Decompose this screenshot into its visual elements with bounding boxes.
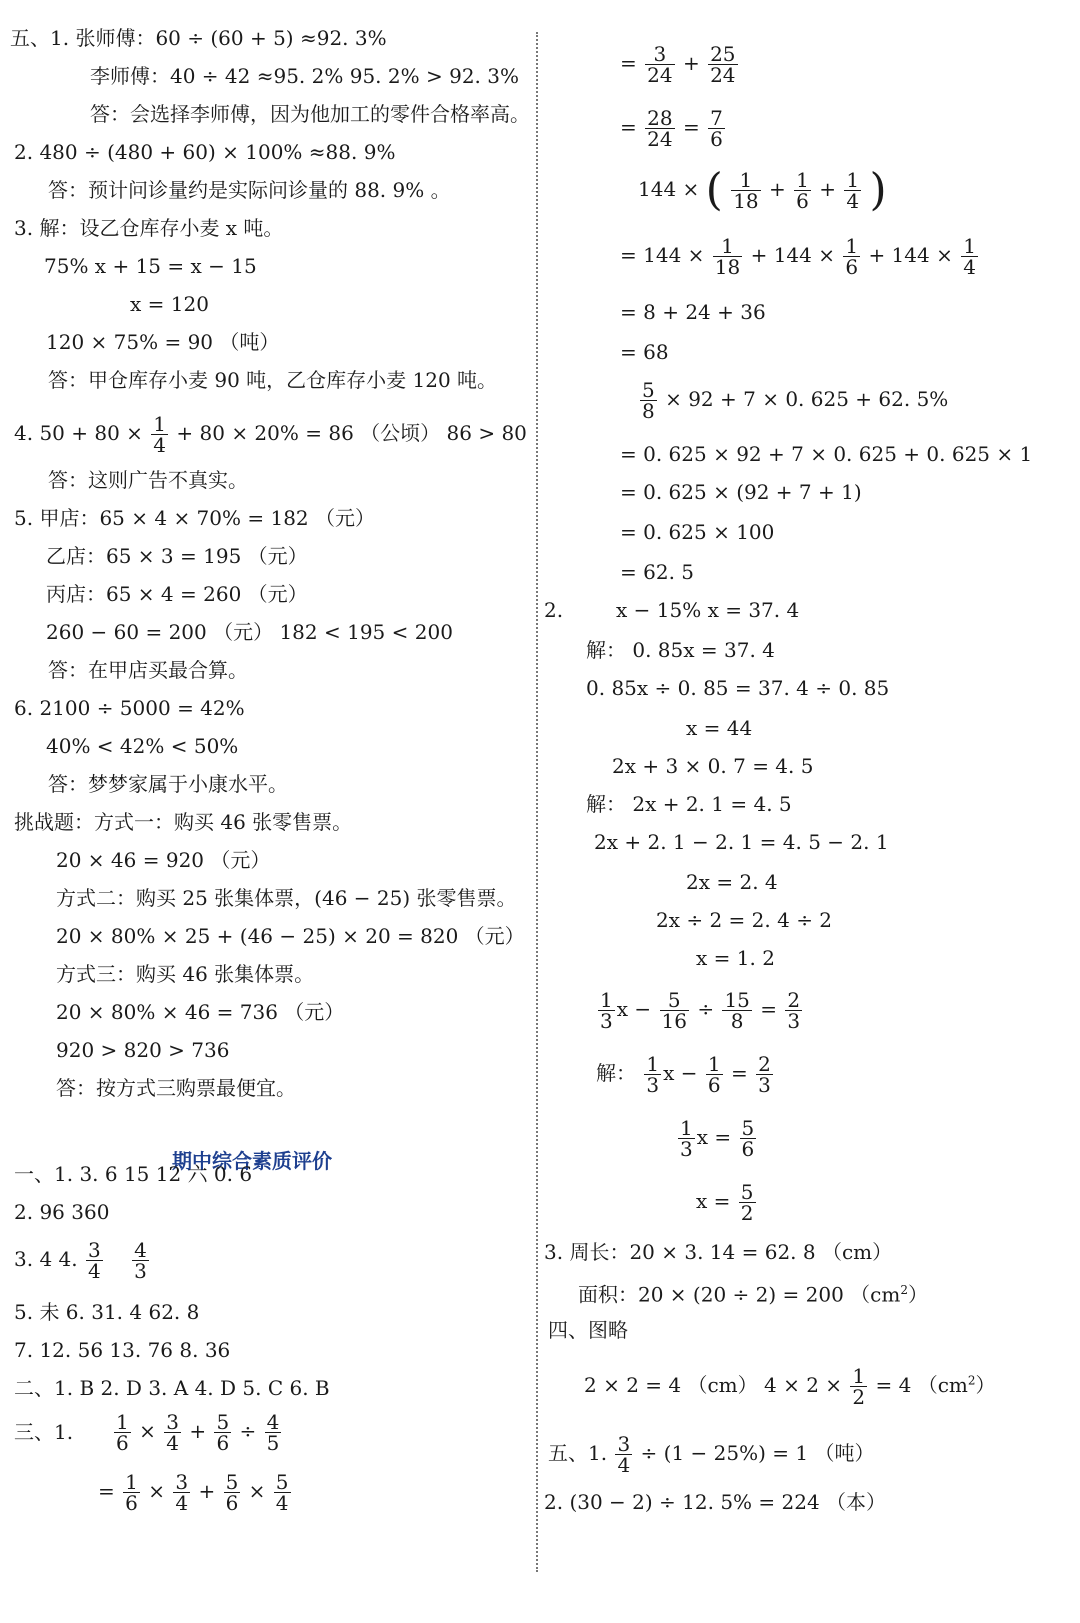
r-step-1: = $\frac{3}{24}$ + $\frac{25}{24}$ xyxy=(620,42,736,87)
fraction: $\frac{1}{3}$ xyxy=(680,1116,693,1161)
fraction: $\frac{5}{6}$ xyxy=(225,1470,239,1515)
fraction: $\frac{5}{4}$ xyxy=(275,1470,289,1515)
q2-answer: 答：预计问诊量约是实际问诊量的 88. 9% 。 xyxy=(48,178,451,202)
r-q2c-eq: $\frac{1}{3}$ x − $\frac{5}{16}$ ÷ $\frac{15}{8}$ = $\frac{2}{3}$ xyxy=(600,988,801,1033)
fraction: $\frac{1}{3}$ xyxy=(600,988,613,1033)
challenge-line-7: 920 > 820 > 736 xyxy=(56,1038,230,1062)
r-q2b-step2: 2x + 2. 1 − 2. 1 = 4. 5 − 2. 1 xyxy=(594,830,889,854)
fraction: $\frac{1}{6}$ xyxy=(845,234,859,279)
q4-line: 4. 50 + 80 × $\frac{1}{4}$ + 80 × 20% = 86 （公顷） 86 > 80 xyxy=(14,412,527,457)
r-q2-label: 2. xyxy=(544,598,564,622)
mid-3: 3. 4 4. $\frac{3}{4}$ $\frac{4}{3}$ xyxy=(14,1238,147,1283)
fraction: $\frac{2}{3}$ xyxy=(787,988,801,1033)
r-expr-144: 144 × ( $\frac{1}{18}$ + $\frac{1}{6}$ + $\frac{1}{4}$ ) xyxy=(638,164,887,216)
fraction: $\frac{3}{24}$ xyxy=(647,42,673,87)
q3-solution: x = 120 xyxy=(130,292,209,316)
fraction: $\frac{5}{6}$ xyxy=(216,1410,230,1455)
fraction: $\frac{3}{4}$ xyxy=(617,1432,631,1477)
r-q4-calc: 2 × 2 = 4 （cm） 4 × 2 × $\frac{1}{2}$ = 4 $(cm^2)$ xyxy=(584,1364,996,1409)
section-title: 期中综合素质评价 xyxy=(172,1149,332,1173)
q3-line: 3. 解：设乙仓库存小麦 x 吨。 xyxy=(14,216,284,240)
challenge-line-3: 方式二：购买 25 张集体票，(46 − 25) 张零售票。 xyxy=(56,886,517,910)
q3-calc: 120 × 75% = 90 （吨） xyxy=(46,330,280,354)
r-step-68: = 68 xyxy=(620,340,669,364)
fraction: $\frac{3}{4}$ xyxy=(87,1238,101,1283)
r-step-0625-2: = 0. 625 × (92 + 7 + 1) xyxy=(620,480,862,504)
fraction: $\frac{4}{5}$ xyxy=(266,1410,280,1455)
fraction: $\frac{1}{4}$ xyxy=(153,412,167,457)
q3-answer: 答：甲仓库存小麦 90 吨，乙仓库存小麦 120 吨。 xyxy=(48,368,498,392)
r-step-sum: = 8 + 24 + 36 xyxy=(620,300,766,324)
r-q3-perimeter: 3. 周长：20 × 3. 14 = 62. 8 （cm） xyxy=(544,1240,893,1264)
fraction: $\frac{1}{4}$ xyxy=(846,168,860,213)
challenge-line-2: 20 × 46 = 920 （元） xyxy=(56,848,271,872)
fraction: $\frac{15}{8}$ xyxy=(724,988,750,1033)
r-q2c-step1: 解： $\frac{1}{3}$ x − $\frac{1}{6}$ = $\frac{2}{3}$ xyxy=(596,1052,771,1097)
q5-line: 5. 甲店：65 × 4 × 70% = 182 （元） xyxy=(14,506,376,530)
r-q4-label: 四、图略 xyxy=(548,1318,628,1342)
r-step-0625-3: = 0. 625 × 100 xyxy=(620,520,775,544)
r-step-0625-4: = 62. 5 xyxy=(620,560,695,584)
mid-7: 7. 12. 56 13. 76 8. 36 xyxy=(14,1338,231,1362)
fraction: $\frac{3}{4}$ xyxy=(166,1410,179,1455)
mid-5: 5. 未 6. 31. 4 62. 8 xyxy=(14,1300,200,1324)
r-step-2: = $\frac{28}{24}$ = $\frac{7}{6}$ xyxy=(620,106,723,151)
r-q3-area: 面积：20 × (20 ÷ 2) = 200 $(cm^2)$ xyxy=(578,1282,928,1307)
fraction: $\frac{1}{18}$ xyxy=(733,168,759,213)
q6-answer: 答：梦梦家属于小康水平。 xyxy=(48,772,288,796)
fraction: $\frac{1}{18}$ xyxy=(714,234,741,279)
q5-line-2: 乙店：65 × 3 = 195 （元） xyxy=(46,544,308,568)
q3-equation: 75% x + 15 = x − 15 xyxy=(44,254,257,278)
fraction: $\frac{7}{6}$ xyxy=(710,106,723,151)
r-q2b-step3: 2x = 2. 4 xyxy=(686,870,778,894)
challenge-line: 挑战题：方式一：购买 46 张零售票。 xyxy=(14,810,353,834)
fraction: $\frac{1}{4}$ xyxy=(963,234,976,279)
challenge-line-6: 20 × 80% × 46 = 736 （元） xyxy=(56,1000,345,1024)
r-q2-step3: x = 44 xyxy=(686,716,753,740)
q4-answer: 答：这则广告不真实。 xyxy=(48,468,248,492)
r-q2c-step2: $\frac{1}{3}$ x = $\frac{5}{6}$ xyxy=(680,1116,755,1161)
mid-3-1-label: 三、1. xyxy=(14,1420,74,1444)
q5-1-answer: 答：会选择李师傅，因为他加工的零件合格率高。 xyxy=(90,102,530,126)
r-q2b-step1: 解： 2x + 2. 1 = 4. 5 xyxy=(586,792,792,816)
fraction: $\frac{1}{3}$ xyxy=(646,1052,660,1097)
mid-2: 2. 96 360 xyxy=(14,1200,110,1224)
r-q5-1: 五、1. $\frac{3}{4}$ ÷ (1 − 25%) = 1 （吨） xyxy=(548,1432,875,1477)
r-expr-0625: $\frac{5}{8}$ × 92 + 7 × 0. 625 + 62. 5% xyxy=(642,378,949,423)
column-divider xyxy=(536,32,538,1572)
fraction: $\frac{4}{3}$ xyxy=(134,1238,147,1283)
q6-line: 6. 2100 ÷ 5000 = 42% xyxy=(14,696,245,720)
fraction: $\frac{28}{24}$ xyxy=(647,106,673,151)
r-q2-step2: 0. 85x ÷ 0. 85 = 37. 4 ÷ 0. 85 xyxy=(586,676,890,700)
q5-line-4: 260 − 60 = 200 （元） 182 < 195 < 200 xyxy=(46,620,453,644)
q2-line: 2. 480 ÷ (480 + 60) × 100% ≈88. 9% xyxy=(14,140,396,164)
fraction: $\frac{2}{3}$ xyxy=(758,1052,771,1097)
fraction: $\frac{1}{2}$ xyxy=(852,1364,866,1409)
fraction: $\frac{3}{4}$ xyxy=(175,1470,189,1515)
q5-line-3: 丙店：65 × 4 = 260 （元） xyxy=(46,582,308,606)
r-q2b-step5: x = 1. 2 xyxy=(696,946,775,970)
mid-choice: 二、1. B 2. D 3. A 4. D 5. C 6. B xyxy=(14,1376,330,1400)
fraction: $\frac{25}{24}$ xyxy=(710,42,736,87)
q6-line-2: 40% < 42% < 50% xyxy=(46,734,239,758)
r-q5-2: 2. (30 − 2) ÷ 12. 5% = 224 （本） xyxy=(544,1490,887,1514)
mid-3-1-step: = $\frac{1}{6}$ × $\frac{3}{4}$ + $\frac{5}{6}$ × $\frac{5}{4}$ xyxy=(98,1470,289,1515)
r-q2-step1: 解： 0. 85x = 37. 4 xyxy=(586,638,775,662)
fraction: $\frac{5}{2}$ xyxy=(740,1180,754,1225)
fraction: $\frac{1}{6}$ xyxy=(116,1410,129,1455)
mid-3-1-expr: $\frac{1}{6}$ × $\frac{3}{4}$ + $\frac{5}{6}$ ÷ $\frac{4}{5}$ xyxy=(116,1410,280,1455)
mid-1: 一、1. 3. 6 15 12 六 0. 6 xyxy=(14,1162,253,1186)
r-q2b-eq: 2x + 3 × 0. 7 = 4. 5 xyxy=(612,754,814,778)
challenge-answer: 答：按方式三购票最便宜。 xyxy=(56,1076,296,1100)
challenge-line-4: 20 × 80% × 25 + (46 − 25) × 20 = 820 （元） xyxy=(56,924,525,948)
challenge-line-5: 方式三：购买 46 张集体票。 xyxy=(56,962,315,986)
r-expr-144-expand: = 144 × $\frac{1}{18}$ + 144 × $\frac{1}{6}$ + 144 × $\frac{1}{4}$ xyxy=(620,234,976,279)
fraction: $\frac{1}{6}$ xyxy=(796,168,809,213)
fraction: $\frac{1}{6}$ xyxy=(125,1470,138,1515)
q5-1-line: 五、1. 张师傅：60 ÷ (60 + 5) ≈92. 3% xyxy=(10,26,387,50)
fraction: $\frac{5}{16}$ xyxy=(661,988,687,1033)
fraction: $\frac{5}{6}$ xyxy=(741,1116,755,1161)
r-q2b-step4: 2x ÷ 2 = 2. 4 ÷ 2 xyxy=(656,908,833,932)
fraction: $\frac{5}{8}$ xyxy=(642,378,655,423)
q5-answer: 答：在甲店买最合算。 xyxy=(48,658,248,682)
r-q2-eq: x − 15% x = 37. 4 xyxy=(616,598,800,622)
r-step-0625-1: = 0. 625 × 92 + 7 × 0. 625 + 0. 625 × 1 xyxy=(620,442,1033,466)
q5-1-line-2: 李师傅：40 ÷ 42 ≈95. 2% 95. 2% > 92. 3% xyxy=(90,64,519,88)
fraction: $\frac{1}{6}$ xyxy=(707,1052,721,1097)
r-q2c-step3: x = $\frac{5}{2}$ xyxy=(696,1180,754,1225)
